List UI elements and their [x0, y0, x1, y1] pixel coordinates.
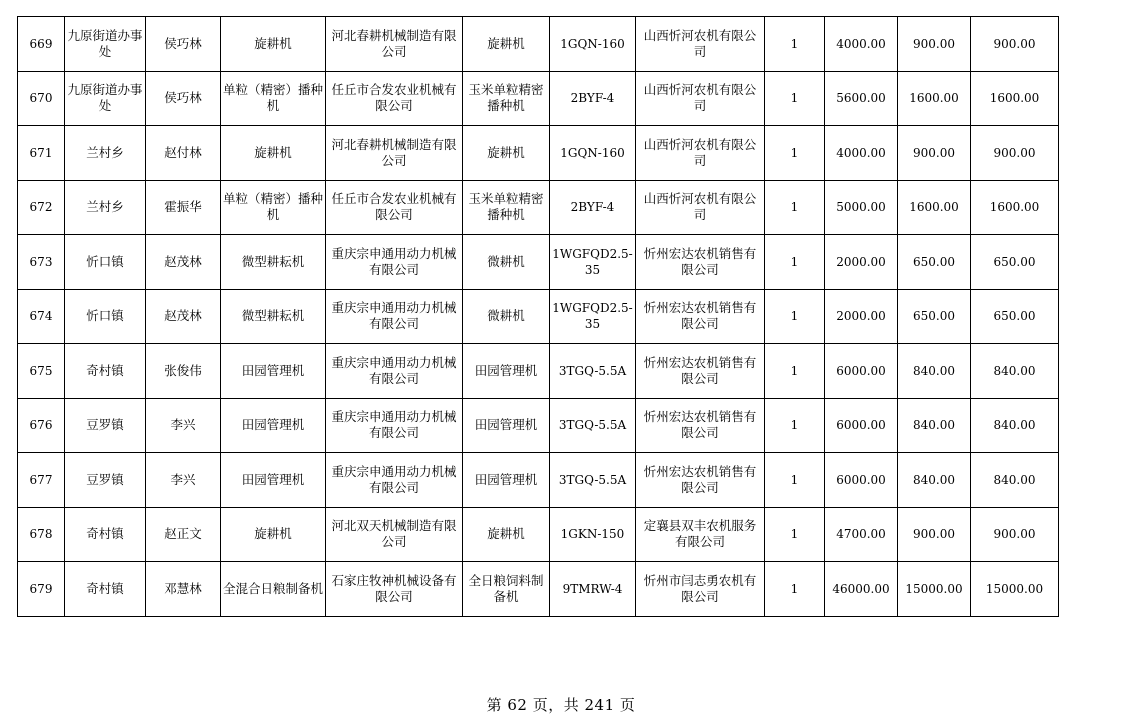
cell-town: 九原街道办事处 [65, 17, 146, 72]
cell-quantity: 1 [765, 398, 825, 453]
cell-subsidy-per-unit: 900.00 [898, 507, 971, 562]
page-number: 第 62 页，共 241 页 [486, 696, 636, 714]
cell-manufacturer: 重庆宗申通用动力机械有限公司 [326, 344, 463, 399]
cell-total-subsidy: 840.00 [971, 453, 1059, 508]
cell-total-subsidy: 15000.00 [971, 562, 1059, 617]
cell-town: 忻口镇 [65, 235, 146, 290]
cell-model: 2BYF-4 [550, 71, 636, 126]
cell-town: 奇村镇 [65, 344, 146, 399]
cell-quantity: 1 [765, 235, 825, 290]
cell-row-number: 678 [18, 507, 65, 562]
cell-quantity: 1 [765, 289, 825, 344]
cell-dealer: 忻州宏达农机销售有限公司 [636, 453, 765, 508]
cell-unit-price: 6000.00 [825, 344, 898, 399]
cell-total-subsidy: 650.00 [971, 289, 1059, 344]
cell-model: 3TGQ-5.5A [550, 398, 636, 453]
cell-row-number: 673 [18, 235, 65, 290]
cell-quantity: 1 [765, 17, 825, 72]
cell-model: 1GQN-160 [550, 17, 636, 72]
cell-manufacturer: 石家庄牧神机械设备有限公司 [326, 562, 463, 617]
cell-unit-price: 4000.00 [825, 126, 898, 181]
cell-model: 3TGQ-5.5A [550, 344, 636, 399]
cell-subsidy-per-unit: 900.00 [898, 126, 971, 181]
cell-applicant: 赵茂林 [146, 235, 221, 290]
cell-row-number: 679 [18, 562, 65, 617]
cell-quantity: 1 [765, 453, 825, 508]
cell-unit-price: 2000.00 [825, 235, 898, 290]
cell-applicant: 赵茂林 [146, 289, 221, 344]
cell-dealer: 山西忻河农机有限公司 [636, 126, 765, 181]
cell-total-subsidy: 840.00 [971, 344, 1059, 399]
cell-machine-category: 田园管理机 [221, 453, 326, 508]
cell-dealer: 忻州宏达农机销售有限公司 [636, 289, 765, 344]
cell-dealer: 忻州市闫志勇农机有限公司 [636, 562, 765, 617]
cell-manufacturer: 河北双天机械制造有限公司 [326, 507, 463, 562]
cell-product-name: 微耕机 [463, 235, 550, 290]
cell-applicant: 侯巧林 [146, 17, 221, 72]
table-row [18, 453, 1059, 508]
cell-model: 2BYF-4 [550, 180, 636, 235]
cell-model: 1WGFQD2.5-35 [550, 235, 636, 290]
cell-unit-price: 6000.00 [825, 398, 898, 453]
cell-manufacturer: 重庆宗申通用动力机械有限公司 [326, 398, 463, 453]
cell-machine-category: 微型耕耘机 [221, 289, 326, 344]
cell-applicant: 赵付林 [146, 126, 221, 181]
table-row [18, 507, 1059, 562]
cell-subsidy-per-unit: 1600.00 [898, 180, 971, 235]
cell-dealer: 山西忻河农机有限公司 [636, 71, 765, 126]
cell-quantity: 1 [765, 180, 825, 235]
cell-subsidy-per-unit: 840.00 [898, 453, 971, 508]
cell-row-number: 677 [18, 453, 65, 508]
cell-model: 1GKN-150 [550, 507, 636, 562]
cell-subsidy-per-unit: 650.00 [898, 235, 971, 290]
cell-subsidy-per-unit: 840.00 [898, 398, 971, 453]
cell-machine-category: 全混合日粮制备机 [221, 562, 326, 617]
cell-town: 忻口镇 [65, 289, 146, 344]
cell-unit-price: 6000.00 [825, 453, 898, 508]
cell-dealer: 忻州宏达农机销售有限公司 [636, 344, 765, 399]
cell-product-name: 田园管理机 [463, 398, 550, 453]
cell-dealer: 忻州宏达农机销售有限公司 [636, 235, 765, 290]
cell-machine-category: 田园管理机 [221, 398, 326, 453]
cell-machine-category: 田园管理机 [221, 344, 326, 399]
cell-applicant: 李兴 [146, 453, 221, 508]
cell-manufacturer: 任丘市合发农业机械有限公司 [326, 71, 463, 126]
cell-product-name: 田园管理机 [463, 453, 550, 508]
table-row [18, 398, 1059, 453]
cell-product-name: 田园管理机 [463, 344, 550, 399]
cell-model: 1WGFQD2.5-35 [550, 289, 636, 344]
cell-row-number: 676 [18, 398, 65, 453]
cell-town: 奇村镇 [65, 507, 146, 562]
cell-quantity: 1 [765, 507, 825, 562]
cell-product-name: 旋耕机 [463, 17, 550, 72]
cell-unit-price: 5600.00 [825, 71, 898, 126]
cell-subsidy-per-unit: 1600.00 [898, 71, 971, 126]
cell-product-name: 玉米单粒精密播种机 [463, 71, 550, 126]
cell-applicant: 侯巧林 [146, 71, 221, 126]
cell-dealer: 定襄县双丰农机服务有限公司 [636, 507, 765, 562]
cell-product-name: 全日粮饲料制备机 [463, 562, 550, 617]
cell-town: 兰村乡 [65, 126, 146, 181]
cell-unit-price: 46000.00 [825, 562, 898, 617]
cell-applicant: 张俊伟 [146, 344, 221, 399]
cell-total-subsidy: 900.00 [971, 17, 1059, 72]
cell-dealer: 山西忻河农机有限公司 [636, 180, 765, 235]
cell-subsidy-per-unit: 15000.00 [898, 562, 971, 617]
cell-model: 9TMRW-4 [550, 562, 636, 617]
table-row [18, 289, 1059, 344]
cell-quantity: 1 [765, 562, 825, 617]
cell-row-number: 669 [18, 17, 65, 72]
cell-applicant: 李兴 [146, 398, 221, 453]
cell-machine-category: 旋耕机 [221, 507, 326, 562]
cell-model: 1GQN-160 [550, 126, 636, 181]
cell-product-name: 旋耕机 [463, 507, 550, 562]
cell-total-subsidy: 900.00 [971, 507, 1059, 562]
cell-product-name: 玉米单粒精密播种机 [463, 180, 550, 235]
cell-subsidy-per-unit: 650.00 [898, 289, 971, 344]
cell-manufacturer: 重庆宗申通用动力机械有限公司 [326, 453, 463, 508]
cell-machine-category: 单粒（精密）播种机 [221, 180, 326, 235]
cell-machine-category: 旋耕机 [221, 126, 326, 181]
cell-subsidy-per-unit: 900.00 [898, 17, 971, 72]
cell-town: 豆罗镇 [65, 398, 146, 453]
cell-machine-category: 旋耕机 [221, 17, 326, 72]
subsidy-table [17, 16, 1059, 617]
table-body [18, 17, 1059, 617]
cell-unit-price: 4700.00 [825, 507, 898, 562]
table-row [18, 344, 1059, 399]
table-row [18, 235, 1059, 290]
table-row [18, 126, 1059, 181]
table-row [18, 17, 1059, 72]
cell-unit-price: 4000.00 [825, 17, 898, 72]
cell-total-subsidy: 650.00 [971, 235, 1059, 290]
cell-manufacturer: 河北春耕机械制造有限公司 [326, 17, 463, 72]
cell-total-subsidy: 1600.00 [971, 71, 1059, 126]
cell-row-number: 672 [18, 180, 65, 235]
cell-model: 3TGQ-5.5A [550, 453, 636, 508]
cell-quantity: 1 [765, 126, 825, 181]
cell-town: 豆罗镇 [65, 453, 146, 508]
cell-machine-category: 单粒（精密）播种机 [221, 71, 326, 126]
cell-town: 奇村镇 [65, 562, 146, 617]
cell-manufacturer: 重庆宗申通用动力机械有限公司 [326, 235, 463, 290]
cell-unit-price: 5000.00 [825, 180, 898, 235]
cell-applicant: 邓慧林 [146, 562, 221, 617]
cell-total-subsidy: 840.00 [971, 398, 1059, 453]
cell-row-number: 674 [18, 289, 65, 344]
cell-applicant: 赵正文 [146, 507, 221, 562]
cell-total-subsidy: 900.00 [971, 126, 1059, 181]
cell-row-number: 670 [18, 71, 65, 126]
cell-subsidy-per-unit: 840.00 [898, 344, 971, 399]
cell-town: 九原街道办事处 [65, 71, 146, 126]
cell-row-number: 671 [18, 126, 65, 181]
cell-machine-category: 微型耕耘机 [221, 235, 326, 290]
cell-product-name: 旋耕机 [463, 126, 550, 181]
table-row [18, 71, 1059, 126]
cell-dealer: 山西忻河农机有限公司 [636, 17, 765, 72]
cell-dealer: 忻州宏达农机销售有限公司 [636, 398, 765, 453]
cell-manufacturer: 河北春耕机械制造有限公司 [326, 126, 463, 181]
cell-quantity: 1 [765, 71, 825, 126]
cell-town: 兰村乡 [65, 180, 146, 235]
cell-applicant: 霍振华 [146, 180, 221, 235]
cell-product-name: 微耕机 [463, 289, 550, 344]
table-row [18, 180, 1059, 235]
cell-total-subsidy: 1600.00 [971, 180, 1059, 235]
cell-manufacturer: 重庆宗申通用动力机械有限公司 [326, 289, 463, 344]
cell-manufacturer: 任丘市合发农业机械有限公司 [326, 180, 463, 235]
table-row [18, 562, 1059, 617]
cell-unit-price: 2000.00 [825, 289, 898, 344]
cell-quantity: 1 [765, 344, 825, 399]
cell-row-number: 675 [18, 344, 65, 399]
